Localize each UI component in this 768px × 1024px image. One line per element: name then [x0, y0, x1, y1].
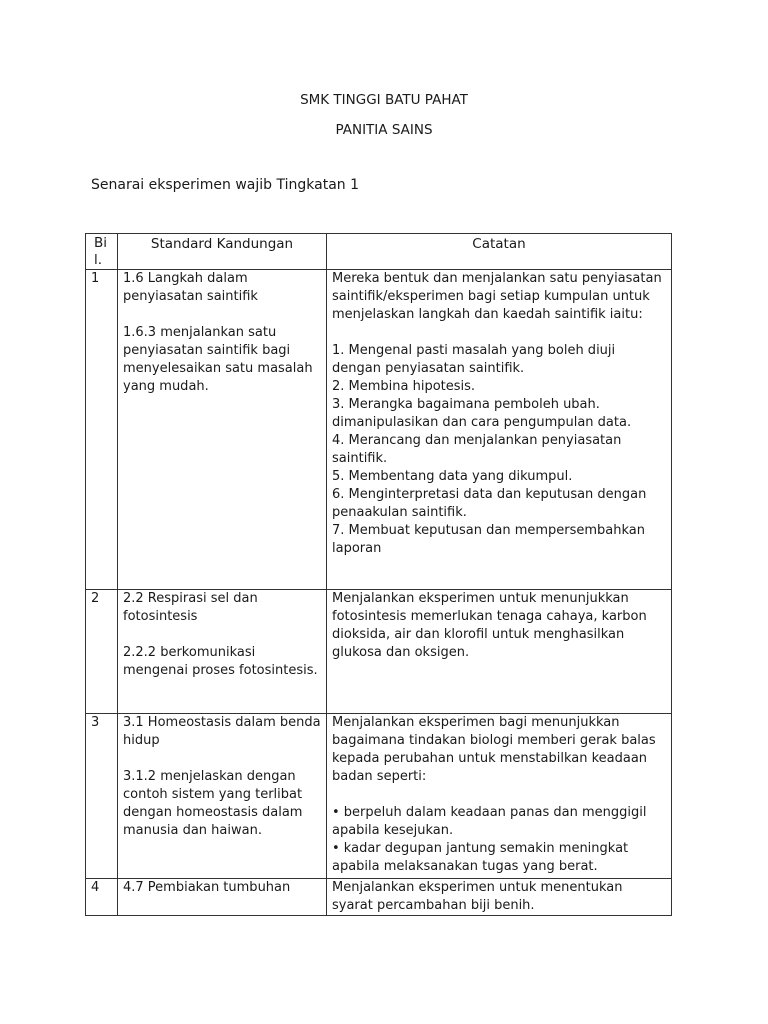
notes-item: 2. Membina hipotesis. [332, 379, 476, 394]
notes-cell [327, 590, 672, 714]
standard-title: 4.7 Pembiakan tumbuhan [123, 880, 291, 895]
notes-item: • kadar degupan jantung semakin meningkat apabila melaksanakan tugas yang berat. [332, 841, 629, 874]
standard-detail: 3.1.2 menjelaskan dengan contoh sistem yang terlibat dengan homeostasis dalam manusia dan haiwan. [123, 769, 303, 838]
notes-cell [327, 270, 672, 590]
notes-item: 3. Merangka bagaimana pemboleh ubah. dimanipulasikan dan cara pengumpulan data. [332, 397, 632, 430]
standard-title: 3.1 Homeostasis dalam benda hidup [123, 715, 321, 748]
panel-name: PANITIA SAINS [335, 122, 433, 138]
notes-item: 4. Merancang dan menjalankan penyiasatan saintifik. [332, 433, 622, 466]
notes-intro: Menjalankan eksperimen untuk menentukan syarat percambahan biji benih. [332, 880, 623, 913]
notes-cell [327, 879, 672, 916]
table-row [86, 590, 672, 714]
header-bil: Bil. [86, 234, 118, 270]
table-row [86, 879, 672, 916]
table-row [86, 270, 672, 590]
table-row [86, 714, 672, 879]
notes-cell [327, 714, 672, 879]
row-number: 1 [86, 270, 118, 590]
row-number: 2 [86, 590, 118, 714]
row-number: 3 [86, 714, 118, 879]
notes-item: 1. Mengenal pasti masalah yang boleh diuji dengan penyiasatan saintifik. [332, 343, 616, 376]
standard-detail: 2.2.2 berkomunikasi mengenai proses fotosintesis. [123, 645, 318, 678]
standard-title: 1.6 Langkah dalam penyiasatan saintifik [123, 271, 258, 304]
document-heading: Senarai eksperimen wajib Tingkatan 1 [91, 177, 360, 193]
row-number: 4 [86, 879, 118, 916]
header-catatan: Catatan [327, 234, 672, 270]
school-name: SMK TINGGI BATU PAHAT [300, 92, 468, 108]
standard-cell [118, 879, 327, 916]
standard-cell [118, 590, 327, 714]
standard-detail: 1.6.3 menjalankan satu penyiasatan saintifik bagi menyelesaikan satu masalah yang mudah. [123, 325, 313, 394]
notes-intro: Menjalankan eksperimen bagi menunjukkan bagaimana tindakan biologi memberi gerak balas kepada perubahan untuk menstabilkan keadaan badan seperti: [332, 715, 656, 784]
experiments-table [85, 233, 672, 916]
notes-item: 6. Menginterpretasi data dan keputusan dengan penaakulan saintifik. [332, 487, 647, 520]
notes-intro: Mereka bentuk dan menjalankan satu penyiasatan saintifik/eksperimen bagi setiap kumpulan untuk menjelaskan langkah dan kaedah saintifik iaitu: [332, 271, 662, 322]
notes-item: • berpeluh dalam keadaan panas dan menggigil apabila kesejukan. [332, 805, 647, 838]
header-standard: Standard Kandungan [118, 234, 327, 270]
standard-cell [118, 270, 327, 590]
table-header-row [86, 234, 672, 270]
notes-item: 5. Membentang data yang dikumpul. [332, 469, 573, 484]
notes-intro: Menjalankan eksperimen untuk menunjukkan fotosintesis memerlukan tenaga cahaya, karbon dioksida, air dan klorofil untuk menghasilkan glukosa dan oksigen. [332, 591, 647, 660]
notes-item: 7. Membuat keputusan dan mempersembahkan laporan [332, 523, 646, 556]
standard-cell [118, 714, 327, 879]
standard-title: 2.2 Respirasi sel dan fotosintesis [123, 591, 258, 624]
